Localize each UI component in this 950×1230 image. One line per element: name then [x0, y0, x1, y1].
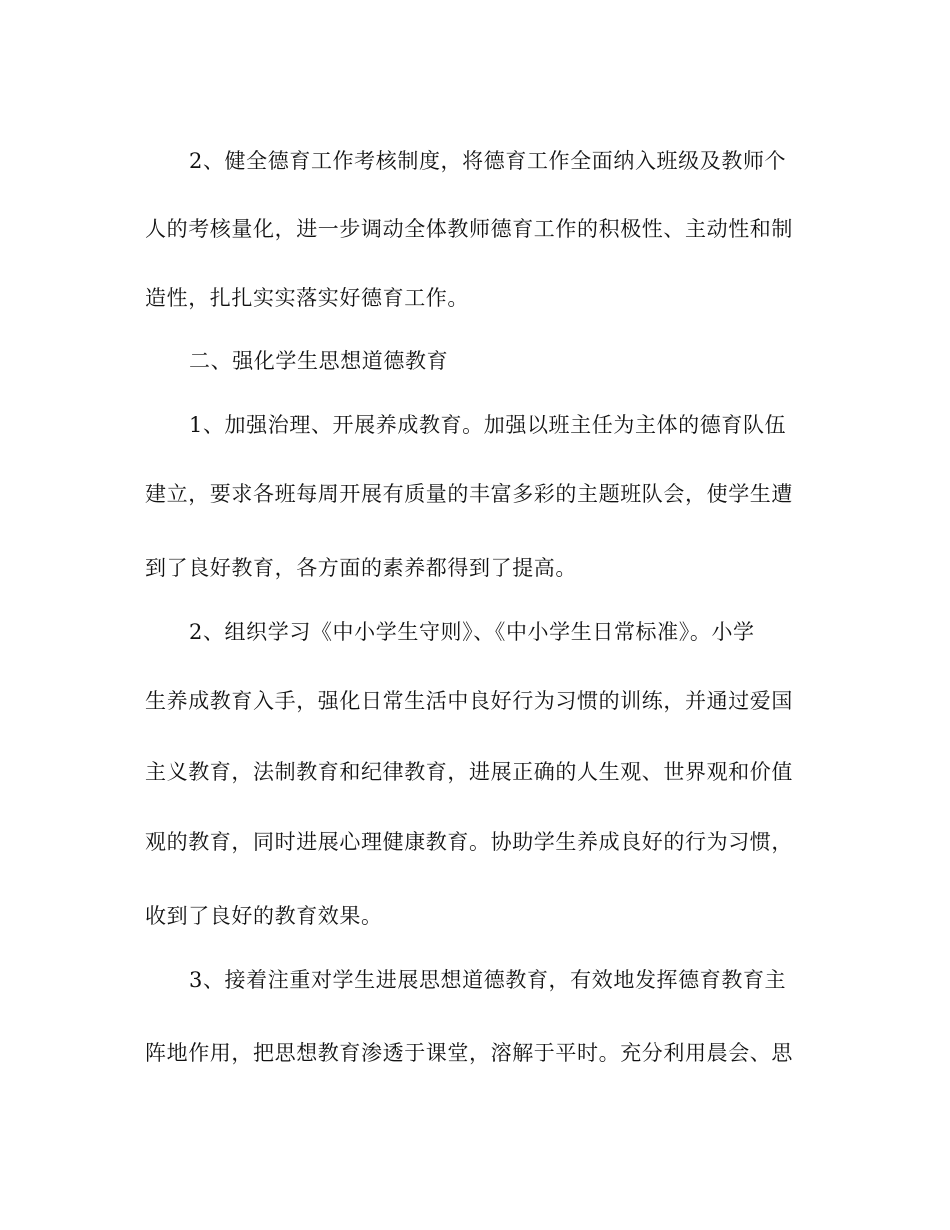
paragraph-line: 到了良好教育，各方面的素养都得到了提高。: [145, 556, 577, 580]
paragraph-line: 1、加强治理、开展养成教育。加强以班主任为主体的德育队伍: [189, 413, 787, 437]
paragraph-line: 2、组织学习《中小学生守则》、《中小学生日常标准》。小学: [189, 620, 755, 644]
paragraph-line: 造性，扎扎实实落实好德育工作。: [145, 286, 469, 310]
paragraph-line: 观的教育，同时进展心理健康教育。协助学生养成良好的行为习惯，: [145, 830, 793, 854]
paragraph-line: 收到了良好的教育效果。: [145, 904, 383, 928]
section-heading: 二、强化学生思想道德教育: [189, 349, 449, 373]
paragraph-line: 阵地作用，把思想教育渗透于课堂，溶解于平时。充分利用晨会、思: [145, 1041, 793, 1065]
paragraph-line: 2、健全德育工作考核制度，将德育工作全面纳入班级及教师个: [189, 149, 787, 173]
paragraph-line: 人的考核量化，进一步调动全体教师德育工作的积极性、主动性和制: [145, 217, 793, 241]
paragraph-line: 建立，要求各班每周开展有质量的丰富多彩的主题班队会，使学生遭: [145, 482, 793, 506]
paragraph-line: 主义教育，法制教育和纪律教育，进展正确的人生观、世界观和价值: [145, 760, 793, 784]
paragraph-line: 生养成教育入手，强化日常生活中良好行为习惯的训练，并通过爱国: [145, 689, 793, 713]
paragraph-line: 3、接着注重对学生进展思想道德教育，有效地发挥德育教育主: [189, 968, 787, 992]
